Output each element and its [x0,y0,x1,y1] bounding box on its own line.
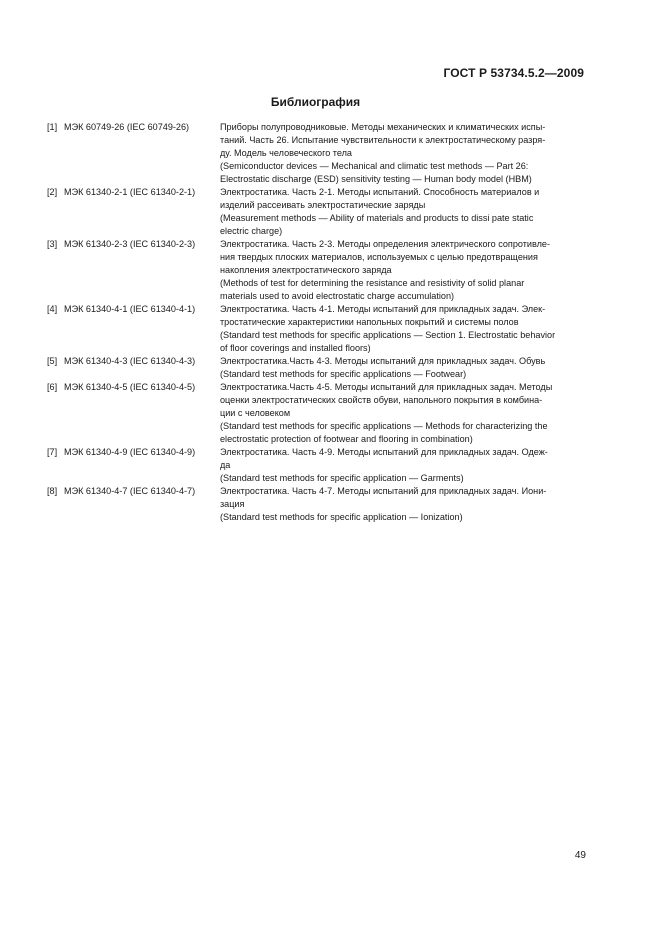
entry-line: зация [220,499,245,509]
entry-number: [5] [47,356,58,366]
entry-line: тростатические характеристики напольных покрытий и системы полов [220,317,519,327]
bibliography-entry [47,485,584,524]
entry-description [220,485,584,524]
entry-description [220,186,584,238]
bibliography-entry [47,446,584,485]
entry-line: ции с человеком [220,408,291,418]
entry-line: (Measurement methods — Ability of materials and products to dissi pate static [220,213,534,223]
entry-standard-code: МЭК 61340-4-1 (IEC 61340-4-1) [64,304,196,314]
bibliography-entry [47,121,584,186]
entry-number: [2] [47,187,58,197]
entry-description [220,121,584,186]
entry-line: Электростатика. Часть 2-3. Методы определения электрического сопротивле- [220,239,551,249]
entry-line: Электростатика. Часть 4-1. Методы испытаний для прикладных задач. Элек- [220,304,546,314]
entry-description [220,355,584,381]
document-code: ГОСТ Р 53734.5.2—2009 [443,66,584,80]
entry-line: (Standard test methods for specific applications — Methods for characterizing the [220,421,548,431]
entry-line: Electrostatic discharge (ESD) sensitivity testing — Human body model (HBM) [220,174,532,184]
entry-line: да [220,460,231,470]
entry-line: Электростатика. Часть 4-9. Методы испытаний для прикладных задач. Одеж- [220,447,548,457]
entry-number: [1] [47,122,58,132]
entry-number: [3] [47,239,58,249]
bibliography-title: Библиография [270,95,361,109]
entry-line: electrostatic protection of footwear and flooring in combination) [220,434,473,444]
entry-line: Электростатика. Часть 2-1. Методы испытаний. Способность материалов и [220,187,540,197]
entry-line: of floor coverings and installed floors) [220,343,371,353]
bibliography-entry [47,303,584,355]
bibliography-entry [47,355,584,381]
page-number: 49 [574,850,586,861]
entry-line: electric charge) [220,226,283,236]
entry-standard-code: МЭК 61340-4-7 (IEC 61340-4-7) [64,486,196,496]
entry-description [220,238,584,303]
entry-standard-code: МЭК 60749-26 (IEC 60749-26) [64,122,190,132]
entry-standard-code: МЭК 61340-4-9 (IEC 61340-4-9) [64,447,196,457]
bibliography-entry [47,186,584,238]
entry-line: изделий рассеивать электростатические заряды [220,200,426,210]
entry-standard-code: МЭК 61340-2-1 (IEC 61340-2-1) [64,187,196,197]
entry-number: [8] [47,486,58,496]
entry-line: оценки электростатических свойств обуви, напольного покрытия в комбина- [220,395,543,405]
entry-standard-code: МЭК 61340-2-3 (IEC 61340-2-3) [64,239,196,249]
entry-description [220,303,584,355]
entry-standard-code: МЭК 61340-4-5 (IEC 61340-4-5) [64,382,196,392]
bibliography-entry [47,381,584,446]
entry-line: (Standard test methods for specific applications — Footwear) [220,369,467,379]
entry-standard-code: МЭК 61340-4-3 (IEC 61340-4-3) [64,356,196,366]
entry-line: Электростатика.Часть 4-5. Методы испытаний для прикладных задач. Методы [220,382,553,392]
entry-line: таний. Часть 26. Испытание чувствительности к электростатическому разря- [220,135,546,145]
entry-line: (Semiconductor devices — Mechanical and climatic test methods — Part 26: [220,161,529,171]
entry-line: Электростатика.Часть 4-3. Методы испытаний для прикладных задач. Обувь [220,356,546,366]
entry-line: Электростатика. Часть 4-7. Методы испытаний для прикладных задач. Иони- [220,486,547,496]
entry-line: ду. Модель человеческого тела [220,148,352,158]
bibliography-entry [47,238,584,303]
entry-line: (Standard test methods for specific application — Ionization) [220,512,463,522]
entry-description [220,381,584,446]
entry-number: [6] [47,382,58,392]
entry-line: (Methods of test for determining the resistance and resistivity of solid planar [220,278,525,288]
entry-number: [4] [47,304,58,314]
entry-line: (Standard test methods for specific applications — Section 1. Electrostatic behavior [220,330,556,340]
entry-line: накопления электростатического заряда [220,265,392,275]
entry-number: [7] [47,447,58,457]
entry-line: materials used to avoid electrostatic charge accumulation) [220,291,455,301]
entry-description [220,446,584,485]
bibliography-list [47,121,584,524]
entry-line: Приборы полупроводниковые. Методы механических и климатических испы- [220,122,546,132]
entry-line: (Standard test methods for specific application — Garments) [220,473,464,483]
entry-line: ния твердых плоских материалов, используемых с целью предотвращения [220,252,538,262]
